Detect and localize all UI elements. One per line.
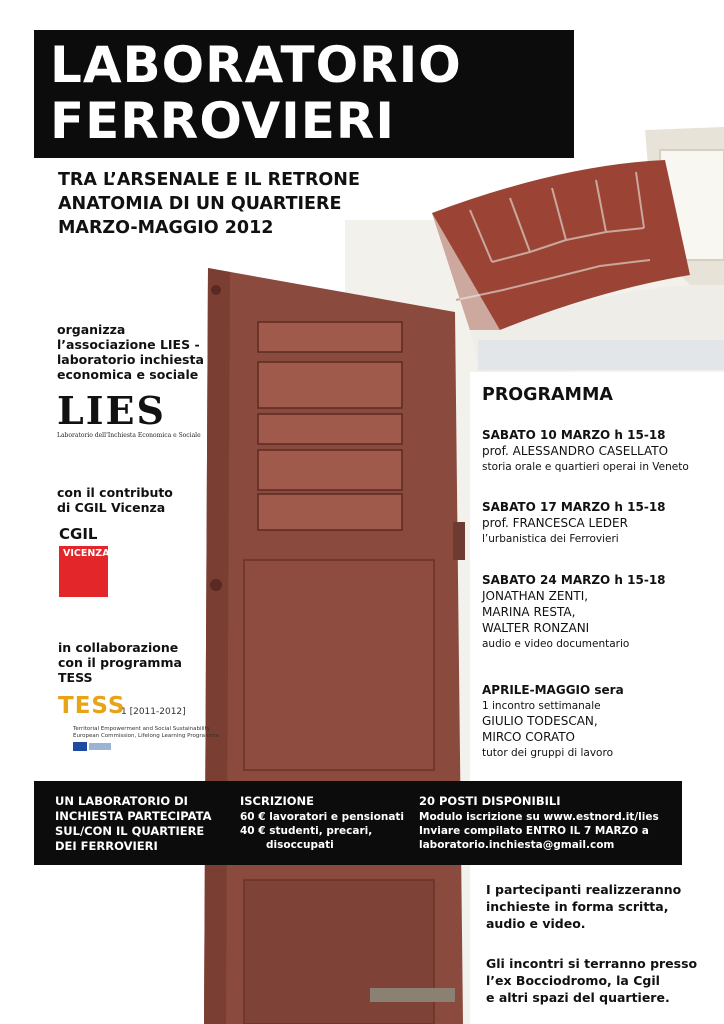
contributo-block	[57, 485, 173, 515]
hinge	[453, 522, 465, 560]
programme-event	[482, 573, 666, 650]
contributo-line: di CGIL Vicenza	[57, 500, 166, 515]
lies-logo: LIES	[57, 388, 166, 433]
event-date: SABATO 17 MARZO h 15-18	[482, 500, 666, 514]
registration-line: Modulo iscrizione su www.estnord.it/lies	[419, 811, 659, 823]
event-speaker: JONATHAN ZENTI,	[482, 589, 589, 603]
iscrizione-heading: ISCRIZIONE	[240, 794, 315, 808]
programme-event	[482, 500, 666, 545]
collaborazione-line: in collaborazione	[58, 640, 179, 655]
event-description: storia orale e quartieri operai in Veneto	[482, 461, 689, 473]
event-description: l’urbanistica dei Ferrovieri	[482, 533, 619, 545]
info-intro-line: SUL/CON IL QUARTIERE	[55, 824, 205, 838]
event-note: 1 incontro settimanale	[482, 700, 601, 712]
shutter-panel-lower	[244, 880, 434, 1024]
venue-note	[486, 955, 697, 1006]
venue-line: l’ex Bocciodromo, la Cgil	[486, 973, 660, 988]
venue-line: e altri spazi del quartiere.	[486, 990, 670, 1005]
contributo-line: con il contributo	[57, 485, 173, 500]
event-description: tutor dei gruppi di lavoro	[482, 747, 613, 759]
programme-heading: PROGRAMMA	[482, 385, 613, 405]
event-description: audio e video documentario	[482, 638, 630, 650]
participants-note	[486, 881, 681, 932]
email-link[interactable]: laboratorio.inchiesta@gmail.com	[419, 839, 615, 851]
shutter-panel	[244, 560, 434, 770]
cgil-logo-box	[59, 546, 108, 597]
event-speaker: GIULIO TODESCAN,	[482, 714, 598, 728]
lies-logo-subtitle: Laboratorio dell’Inchiesta Economica e Sociale	[57, 432, 201, 439]
subtitle-line-3: MARZO-MAGGIO 2012	[58, 218, 274, 238]
event-speaker: prof. FRANCESCA LEDER	[482, 516, 628, 530]
collaborazione-line: TESS	[58, 670, 93, 685]
price-line: disoccupati	[266, 839, 334, 851]
cgil-box-label: VICENZA	[63, 548, 110, 559]
organizza-line: laboratorio inchiesta	[57, 352, 204, 367]
price-line: 40 € studenti, precari,	[240, 825, 373, 837]
door-frame-top	[478, 340, 724, 370]
title-line-1: LABORATORIO	[50, 36, 462, 94]
subtitle-line-2: ANATOMIA DI UN QUARTIERE	[58, 194, 342, 214]
info-intro-line: UN LABORATORIO DI	[55, 794, 188, 808]
participants-line: inchieste in forma scritta,	[486, 899, 669, 914]
tess-tagline	[73, 726, 219, 740]
info-bar	[34, 781, 682, 865]
tess-funder-line: European Commission, Lifelong Learning Programme	[73, 733, 220, 739]
shutter-edge	[204, 268, 230, 1024]
event-speaker: MIRCO CORATO	[482, 730, 575, 744]
event-date: SABATO 24 MARZO h 15-18	[482, 573, 666, 587]
tess-logo: TESS	[58, 693, 126, 719]
hinge-lower	[370, 988, 455, 1002]
info-intro-line: INCHIESTA PARTECIPATA	[55, 809, 212, 823]
subtitle-line-1: TRA L’ARSENALE E IL RETRONE	[58, 170, 360, 190]
event-speaker: MARINA RESTA,	[482, 605, 576, 619]
lifelong-learning-logo-icon	[89, 743, 111, 750]
participants-line: audio e video.	[486, 916, 586, 931]
programme-event	[482, 428, 689, 473]
collaborazione-block	[58, 640, 182, 685]
event-date: SABATO 10 MARZO h 15-18	[482, 428, 666, 442]
posti-heading: 20 POSTI DISPONIBILI	[419, 794, 561, 808]
organizza-line: organizza	[57, 322, 126, 337]
participants-line: I partecipanti realizzeranno	[486, 882, 682, 897]
registration-line: Inviare compilato ENTRO IL 7 MARZO a	[419, 825, 649, 837]
programme-event	[482, 683, 624, 759]
venue-line: Gli incontri si terranno presso	[486, 956, 698, 971]
cgil-logo-text: CGIL	[59, 525, 98, 543]
event-speaker: WALTER RONZANI	[482, 621, 590, 635]
organizza-block	[57, 322, 204, 382]
event-date: APRILE-MAGGIO sera	[482, 683, 624, 697]
title-line-2: FERROVIERI	[50, 92, 396, 150]
organizza-line: l’associazione LIES -	[57, 337, 200, 352]
tess-tagline-line: Territorial Empowerment and Social Sustainability	[73, 726, 210, 732]
eu-flag-icon	[73, 742, 87, 751]
info-intro-line: DEI FERROVIERI	[55, 839, 158, 853]
info-intro	[55, 794, 212, 854]
title-block	[34, 30, 574, 158]
price-line: 60 € lavoratori e pensionati	[240, 811, 405, 823]
collaborazione-line: con il programma	[58, 655, 182, 670]
event-speaker: prof. ALESSANDRO CASELLATO	[482, 444, 669, 458]
organizza-line: economica e sociale	[57, 367, 199, 382]
tess-edition: 1 [2011-2012]	[121, 707, 186, 717]
